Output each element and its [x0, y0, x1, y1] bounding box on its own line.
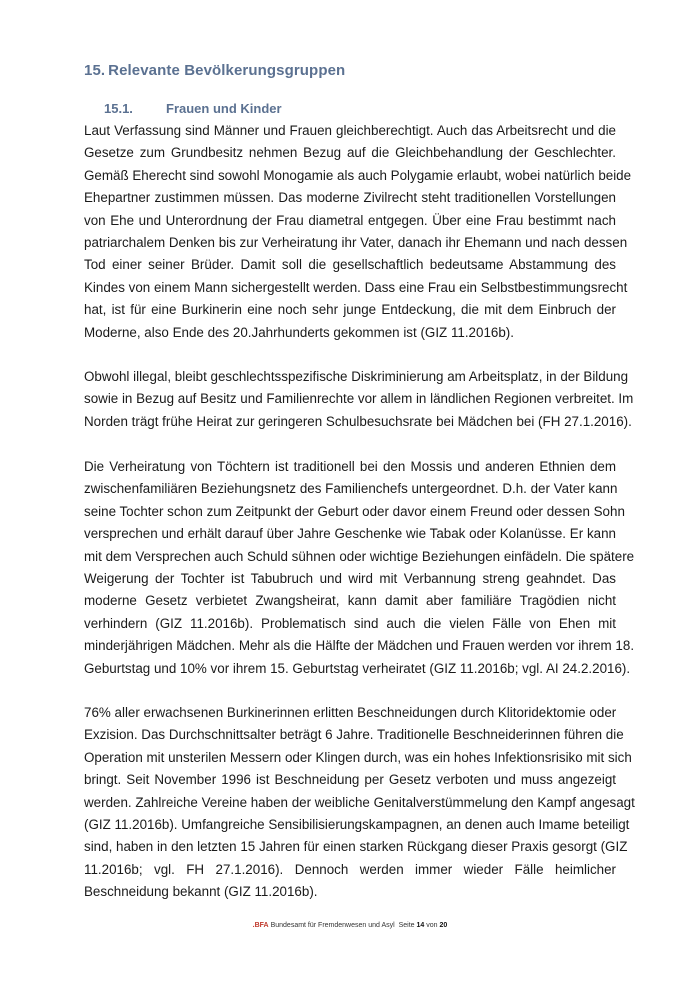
text-line: Gesetze zum Grundbesitz nehmen Bezug auf die Gleichbehandlung der Geschlechter.	[84, 145, 616, 161]
text-line: sowie in Bezug auf Besitz und Familienrechte vor allem in ländlichen Regionen verbreitet. Im	[84, 391, 634, 407]
text-line: von Ehe und Unterordnung der Frau diametral entgegen. Über eine Frau bestimmt nach	[84, 212, 616, 228]
text-line: Norden trägt frühe Heirat zur geringeren Schulbesuchsrate bei Mädchen bei (FH 27.1.2016).	[84, 413, 632, 429]
text-line: Moderne, also Ende des 20.Jahrhunderts gekommen ist (GIZ 11.2016b).	[84, 324, 514, 340]
paragraph	[84, 702, 635, 904]
paragraph	[84, 366, 634, 433]
text-line: minderjährigen Mädchen. Mehr als die Hälfte der Mädchen und Frauen werden vor ihrem 18.	[84, 638, 635, 654]
page-total: 20	[439, 922, 448, 929]
text-line: zwischenfamiliären Beziehungsnetz des Familienchefs untergeordnet. D.h. der Vater kann	[84, 481, 618, 497]
text-line: versprechen und erhält darauf über Jahre Geschenke wie Tabak oder Kolanüsse. Er kann	[84, 526, 616, 542]
text-line: Kindes von einem Mann sichergestellt werden. Dass eine Frau ein Selbstbestimmungsrecht	[84, 279, 628, 295]
text-line: mit dem Versprechen auch Schuld sühnen oder wichtige Beziehungen einfädeln. Die spätere	[84, 548, 635, 564]
paragraph	[84, 120, 632, 344]
text-line: patriarchalem Denken bis zur Verheiratung ihr Vater, danach ihr Ehemann und nach dessen	[84, 234, 628, 250]
subsection-heading	[104, 101, 282, 116]
text-line: Beschneidung bekannt (GIZ 11.2016b).	[84, 884, 318, 900]
section-title: Relevante Bevölkerungsgruppen	[108, 62, 346, 79]
section-heading	[84, 62, 345, 79]
text-line: verhindern (GIZ 11.2016b). Problematisch sind auch die vielen Fälle von Ehen mit	[84, 615, 616, 631]
page-footer	[0, 922, 700, 929]
paragraph	[84, 456, 635, 680]
text-line: Ehepartner zustimmen müssen. Das moderne Zivilrecht steht traditionellen Vorstellungen	[84, 190, 616, 206]
text-line: hat, ist für eine Burkinerin eine noch sehr junge Entdeckung, die mit dem Einbruch der	[84, 302, 616, 318]
text-line: (GIZ 11.2016b). Umfangreiche Sensibilisierungskampagnen, an denen auch Imame beteiligt	[84, 816, 630, 832]
text-line: Laut Verfassung sind Männer und Frauen gleichberechtigt. Auch das Arbeitsrecht und die	[84, 123, 616, 138]
text-line: seine Tochter schon zum Zeitpunkt der Geburt oder davor einem Freund oder dessen Sohn	[84, 503, 625, 519]
bfa-logo-text: .BFA	[252, 922, 269, 929]
subsection-number: 15.1.	[104, 101, 133, 116]
text-line: Geburtstag und 10% vor ihrem 15. Geburtstag verheiratet (GIZ 11.2016b; vgl. AI 24.2.2016).	[84, 660, 631, 676]
text-line: moderne Gesetz verbietet Zwangsheirat, kann damit aber familiäre Tragödien nicht	[84, 593, 616, 609]
agency-name: Bundesamt für Fremdenwesen und Asyl	[270, 922, 395, 929]
text-line: Tod einer seiner Brüder. Damit soll die gesellschaftlich bedeutsame Abstammung des	[84, 257, 616, 273]
text-line: 76% aller erwachsenen Burkinerinnen erlitten Beschneidungen durch Klitoridektomie oder	[84, 705, 617, 720]
text-line: werden. Zahlreiche Vereine haben der weibliche Genitalverstümmelung den Kampf angesagt	[84, 794, 635, 810]
text-line: sind, haben in den letzten 15 Jahren für einen starken Rückgang dieser Praxis gesorgt (GIZ	[84, 839, 628, 855]
text-line: Obwohl illegal, bleibt geschlechtsspezifische Diskriminierung am Arbeitsplatz, in der Bildung	[84, 369, 629, 384]
text-line: Exzision. Das Durchschnittsalter beträgt 6 Jahre. Traditionelle Beschneiderinnen führen die	[84, 727, 624, 743]
section-number: 15.	[84, 62, 106, 79]
text-line: Die Verheiratung von Töchtern ist traditionell bei den Mossis und anderen Ethnien dem	[84, 459, 616, 474]
subsection-title: Frauen und Kinder	[166, 101, 282, 116]
text-line: 11.2016b; vgl. FH 27.1.2016). Dennoch werden immer wieder Fälle heimlicher	[84, 861, 616, 877]
text-line: Operation mit unsterilen Messern oder Klingen durch, was ein hohes Infektionsrisiko mit sich	[84, 749, 632, 765]
page-label: Seite	[398, 922, 415, 929]
text-line: Gemäß Eherecht sind sowohl Monogamie als auch Polygamie erlaubt, wobei natürlich beide	[84, 167, 632, 183]
page-current: 14	[416, 922, 425, 929]
text-line: Weigerung der Tochter ist Tabubruch und wird mit Verbannung streng geahndet. Das	[84, 570, 616, 586]
text-line: bringt. Seit November 1996 ist Beschneidung per Gesetz verboten und muss angezeigt	[84, 772, 616, 788]
page-of: von	[426, 922, 438, 929]
